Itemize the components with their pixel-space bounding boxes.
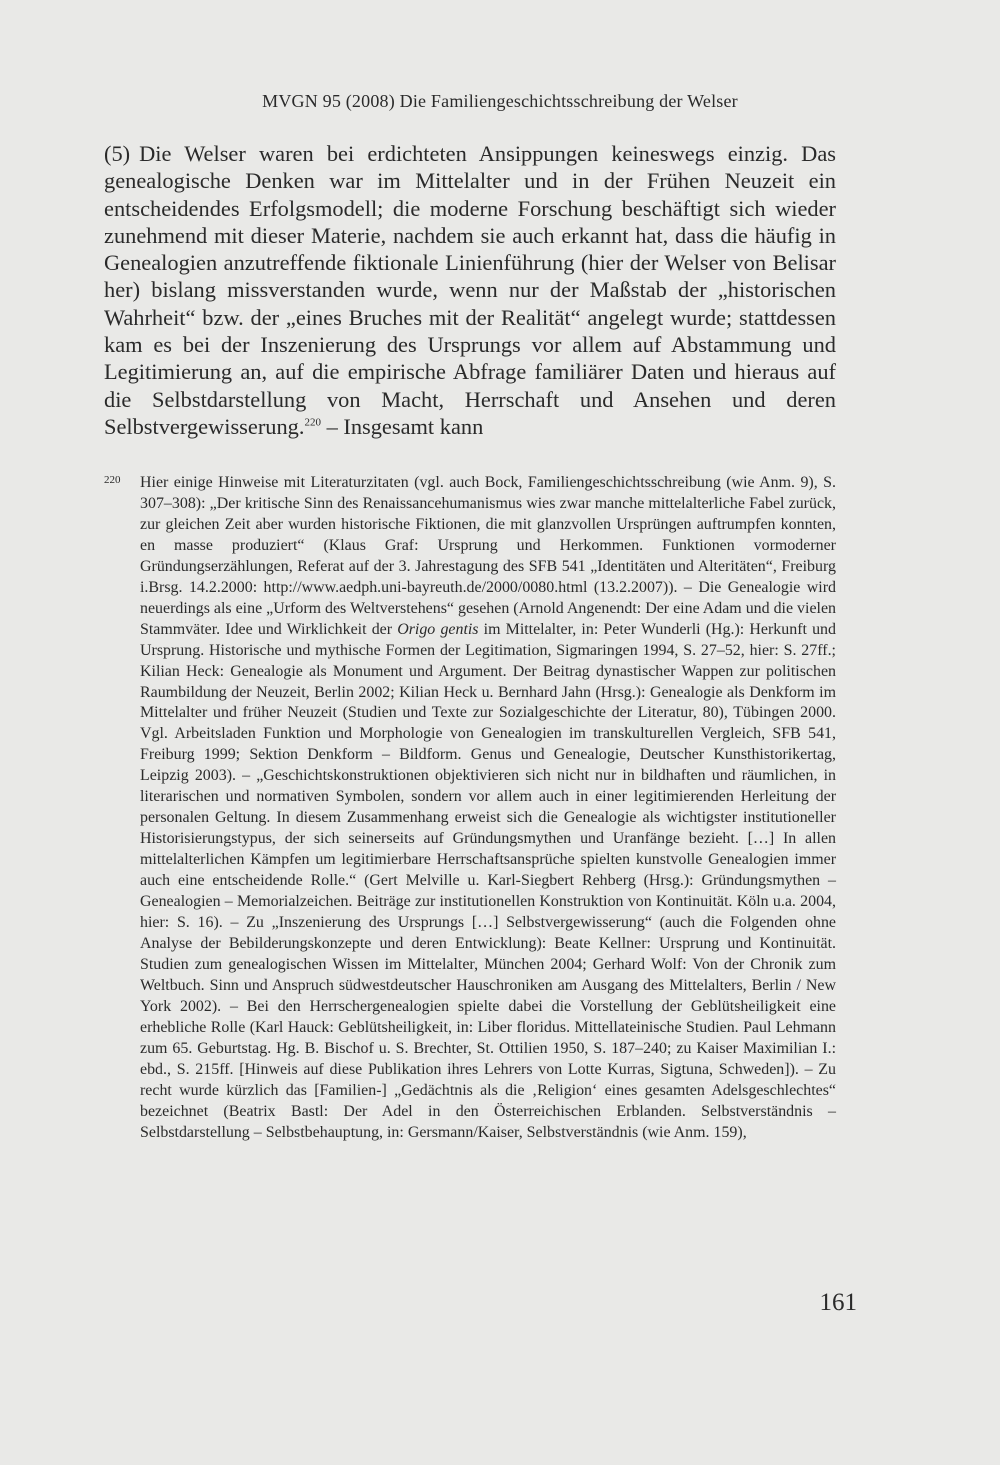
paragraph-text-continued: – Insgesamt kann	[320, 413, 484, 439]
paragraph-text: Die Welser waren bei erdichteten Ansippungen keineswegs einzig. Das genealogische Denken war im Mittelalter und in der Frühen Neuzeit ein entscheidendes Erfolgsmodell; die moderne Forschung beschäftigt sich wieder zunehmend mit dieser Materie, nachdem sie auch erkannt hat, dass die häufig in Genealogien anzutreffende fiktionale Linienführung (hier der Welser von Belisar her) bislang missverstanden wurde, wenn nur der Maßstab der „historischen Wahrheit“ bzw. der „eines Bruches mit der Realität“ angelegt wurde; stattdessen kam es bei der Inszenierung des Ursprungs vor allem auf Abstammung und Legitimierung an, auf die empirische Abfrage familiärer Daten und hieraus auf die Selbstdarstellung von Macht, Herrschaft und Ansehen und deren Selbstvergewisserung.	[104, 141, 836, 439]
running-header: MVGN 95 (2008) Die Familiengeschichtsschreibung der Welser	[262, 91, 738, 111]
footnote-reference[interactable]: 220	[304, 416, 321, 429]
footnote-italic-term: Origo gentis	[397, 620, 479, 638]
footnote-text: Hier einige Hinweise mit Literaturzitaten (vgl. auch Bock, Familiengeschichtsschreibung (wie Anm. 9), S. 307–308): „Der kritische Sinn des Renaissancehumanismus wies zwar manche mittelalterliche Fabel zurück, zur gleichen Zeit aber wurden historische Fiktionen, die mit glanzvollen Ursprüngen auftrumpfen konnten, en masse produziert“ (Klaus Graf: Ursprung und Herkommen. Funktionen vormoderner Gründungserzählungen, Referat auf der 3. Jahrestagung des SFB 541 „Identitäten und Alteritäten“, Freiburg i.Brsg. 14.2.2000: http://www.aedph.uni-bayreuth.de/2000/0080.html (13.2.2007)). – Die Genealogie wird neuerdings als eine „Urform des Weltverstehens“ gesehen (Arnold Angenendt: Der eine Adam und die vielen Stammväter. Idee und Wirklichkeit der	[140, 474, 836, 638]
page-number: 161	[819, 1289, 857, 1316]
footnote-text-continued: im Mittelalter, in: Peter Wunderli (Hg.): Herkunft und Ursprung. Historische und mythische Formen der Legitimation, Sigmaringen 1994, S. 27–52, hier: S. 27ff.; Kilian Heck: Genealogie als Monument und Argument. Der Beitrag dynastischer Wappen zur politischen Raumbildung der Neuzeit, Berlin 2002; Kilian Heck u. Bernhard Jahn (Hrsg.): Genealogie als Denkform im Mittelalter und früher Neuzeit (Studien und Texte zur Sozialgeschichte der Literatur, 80), Tübingen 2000. Vgl. Arbeitsladen Funktion und Morphologie von Genealogien im transkulturellen Vergleich, SFB 541, Freiburg 1999; Sektion Denkform – Bildform. Genus und Genealogie, Deutscher Kunsthistorikertag, Leipzig 2003). – „Geschichtskonstruktionen objektivieren sich nicht nur in bildhaften und räumlichen, in literarischen und normativen Symbolen, sondern vor allem auch in einer legitimierenden Herleitung der personalen Geltung. In diesem Zusammenhang erweist sich die Genealogie als wichtigster institutioneller Historisierungstypus, der sich seinerseits auf Gründungsmythen und Uranfänge bezieht. […] In allen mittelalterlichen Kämpfen um legitimierbare Herrschaftsansprüche spielten kunstvolle Genealogien immer auch eine entscheidende Rolle.“ (Gert Melville u. Karl-Siegbert Rehberg (Hrsg.): Gründungsmythen – Genealogien – Memorialzeichen. Beiträge zur institutionellen Konstruktion von Kontinuität. Köln u.a. 2004, hier: S. 16). – Zu „Inszenierung des Ursprungs […] Selbstvergewisserung“ (auch die Folgenden ohne Analyse der Bebilderungskonzepte und deren Entwicklung): Beate Kellner: Ursprung und Kontinuität. Studien zum genealogischen Wissen im Mittelalter, München 2004; Gerhard Wolf: Von der Chronik zum Weltbuch. Sinn und Anspruch südwestdeutscher Hauschroniken am Ausgang des Mittelalters, Berlin / New York 2002). – Bei den Herrschergenealogien spielte dabei die Vorstellung der Geblütsheiligkeit eine erhebliche Rolle (Karl Hauck: Geblütsheiligkeit, in: Liber floridus. Mittellateinische Studien. Paul Lehmann zum 65. Geburtstag. Hg. B. Bischof u. S. Brechter, St. Ottilien 1950, S. 187–240; zu Kaiser Maximilian I.: ebd., S. 215ff. [Hinweis auf diese Publikation ihres Lehrers von Lotte Kurras, Sigtuna, Schweden]). – Zu recht wurde kürzlich das [Familien-] „Gedächtnis als die ‚Religion‘ eines gesamten Adelsgeschlechtes“ bezeichnet (Beatrix Bastl: Der Adel in den Österreichischen Erblanden. Selbstverständnis – Selbstdarstellung – Selbstbehauptung, in: Gersmann/Kaiser, Selbstverständnis (wie Anm. 159),	[140, 620, 836, 1141]
footnote-mark: 220	[104, 474, 121, 486]
paragraph-number: (5)	[104, 141, 131, 166]
body-paragraph	[104, 140, 836, 440]
footnote	[104, 473, 836, 1144]
